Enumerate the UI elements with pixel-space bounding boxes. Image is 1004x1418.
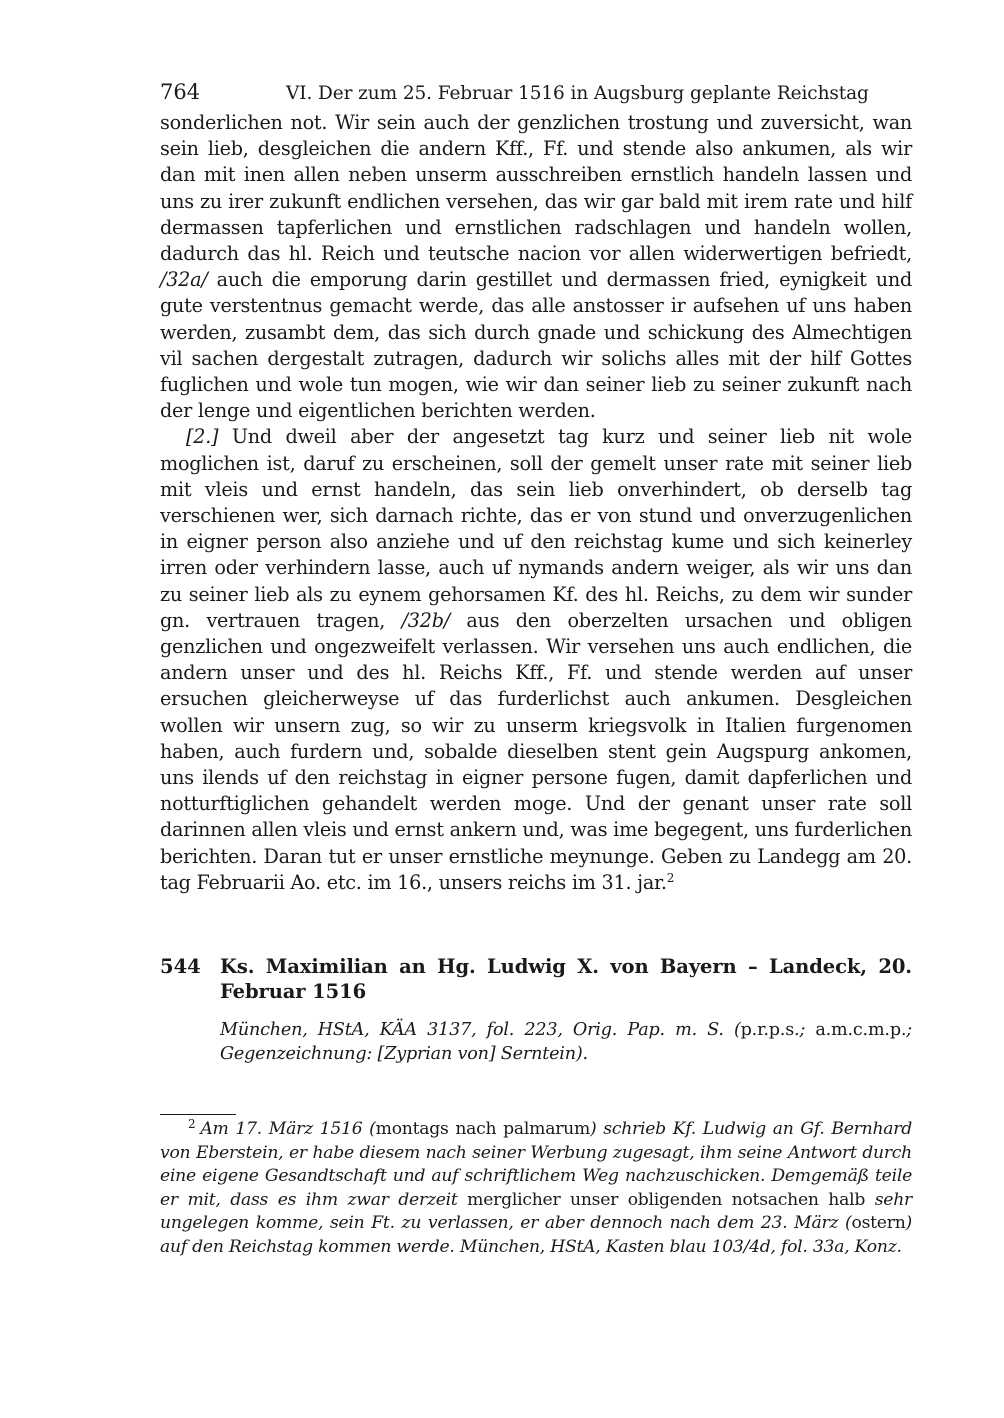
folio-marker: /32a/ — [160, 268, 208, 292]
source-text: München, HStA, KÄA 3137, fol. 223, Orig. Pap. m. S. ( — [220, 1020, 741, 1041]
footnote-text: Am 17. März 1516 ( — [200, 1119, 376, 1140]
text-run: auch die emporung darin gestillet und dermassen fried, eynigkeit und gute verstentnus gemacht werde, das alle anstosser ir aufsehen uf uns haben werden, zusambt dem, das sich durch gnade und schickung des Almechtigen vil sachen dergestalt zutragen, dadurch wir solichs alles mit der hilf Gottes fuglichen und wole tun mogen, wie wir dan seiner lieb zu seiner zukunft nach der lenge und eigentlichen berichten werden. — [160, 268, 912, 423]
text-run: aus den oberzelten ursachen und obligen genzlichen und ongezweifelt verlassen. Wir versehen uns auch endlichen, die andern unser und des hl. Reichs Kff., Ff. und stende werden auf unser ersuchen gleicherweyse uf das furderlichst auch ankumen. Desgleichen wollen wir unsern zug, so wir zu unserm kriegsvolk in Italien furgenomen haben, auch furdern und, sobalde dieselben stent gein Augspurg ankomen, uns ilends uf den reichstag in eigner persone fugen, damit dapferlichen und notturftiglichen gehandelt werden moge. Und der genant unser rate soll darinnen allen vleis und ernst ankern und, was ime begegent, uns furderlichen berichten. Daran tut er unser ernstliche meynunge. Geben zu Landegg am 20. tag Februarii Ao. etc. im 16., unsers reichs im 31. jar. — [160, 608, 912, 894]
footnote-quote: ostern — [851, 1213, 906, 1234]
source-text: ; — [799, 1020, 816, 1041]
paragraph-2 — [160, 424, 912, 896]
source-abbrev: p.r.p.s. — [740, 1020, 800, 1041]
source-text: ; Gegenzeichnung: [Zyprian von] Serntein). — [220, 1020, 913, 1065]
source-abbrev: a.m.c.m.p. — [815, 1020, 907, 1041]
paragraph-continued — [160, 110, 912, 424]
source-note — [220, 1018, 912, 1066]
footnote-marker: 2 — [188, 1117, 196, 1132]
page — [160, 78, 912, 1260]
footnote-quote: montags nach palmarum — [375, 1119, 591, 1140]
footnote-text: ) schrieb Kf. Ludwig an Gf. Bernhard von Eberstein, er habe diesem nach seiner Werbung zugesagt, ihm seine Antwort durch eine eigene Gesandtschaft und auf schriftlichem Weg nachzuschicken. Demgemäß teile er mit, dass es ihm zwar derzeit — [160, 1119, 912, 1210]
running-header — [160, 78, 912, 110]
text-run: Und dweil aber der angesetzt tag kurz und seiner lieb nit wole moglichen ist, daruf zu erscheinen, soll der gemelt unser rate mit seiner lieb mit vleis und ernst handeln, das sein lieb onverhindert, ob derselb tag verschienen wer, sich darnach richte, das er von stund und onverzugenlichen in eigner person also anziehe und uf den reichstag kume und sich keinerley irren oder verhindern lasse, auch uf nymands andern weiger, als wir uns dan zu seiner lieb als zu eynem gehorsamen Kf. des hl. Reichs, zu dem wir sunder gn. vertrauen tragen, — [160, 425, 912, 632]
document-heading — [160, 954, 912, 1004]
main-text — [160, 110, 912, 896]
folio-marker: /32b/ — [401, 608, 450, 632]
footnote-text: ) auf den Reichstag kommen werde. München, HStA, Kasten blau 103/4d, fol. 33a, Konz. — [160, 1213, 912, 1258]
text-run: sonderlichen not. Wir sein auch der genzlichen trostung und zuversicht, wan sein lieb, desgleichen die andern Kff., Ff. und stende also ankumen, als wir dan mit inen allen neben unserm ausschreiben ernstlich handeln lassen und uns zu irer zukunft endlichen versehen, das wir gar bald mit irem rate und hilf dermassen tapferlichen und ernstlichen radschlagen und handeln wollen, dadurch das hl. Reich und teutsche nacion vor allen widerwertigen befriedt, — [160, 111, 912, 266]
paragraph-number: [2.] — [186, 425, 219, 449]
footnote-reference[interactable]: 2 — [666, 870, 675, 885]
footnote — [160, 1118, 912, 1260]
running-title: VI. Der zum 25. Februar 1516 in Augsburg geplante Reichstag — [286, 83, 869, 104]
footnote-text: sehr ungelegen komme, sein Ft. zu verlassen, er aber dennoch nach dem 23. März ( — [160, 1189, 912, 1234]
document-number: 544 — [160, 955, 201, 979]
page-number: 764 — [160, 80, 201, 104]
footnote-quote: merglicher unser obligenden notsachen halb — [467, 1189, 866, 1210]
document-title: Ks. Maximilian an Hg. Ludwig X. von Bayern – Landeck, 20. Februar 1516 — [220, 955, 912, 1004]
footnote-divider — [160, 1114, 236, 1115]
